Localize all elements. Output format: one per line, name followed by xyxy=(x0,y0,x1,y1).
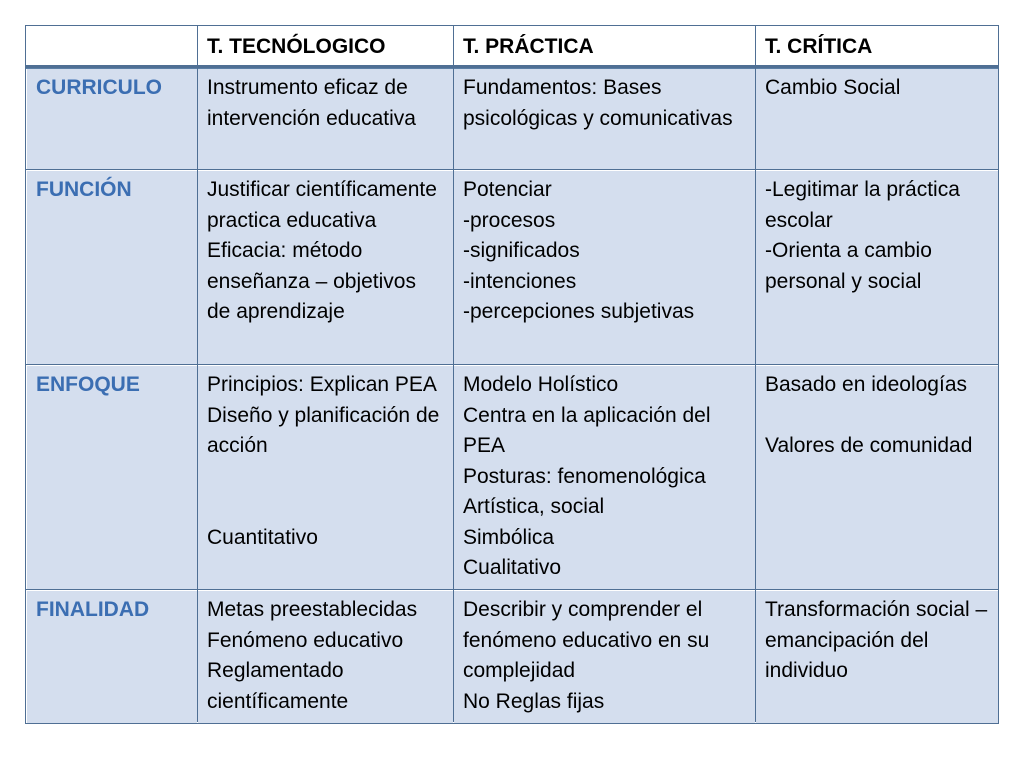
cell-finalidad-critica: Transformación social – emancipación del individuo xyxy=(756,591,999,724)
header-corner-cell xyxy=(27,27,198,68)
cell-finalidad-tecnologico: Metas preestablecidas Fenómeno educativo Reglamentado científicamente xyxy=(198,591,454,724)
cell-enfoque-tecnologico: Principios: Explican PEA Diseño y planificación de acción Cuantitativo xyxy=(198,366,454,591)
row-funcion xyxy=(27,171,999,366)
cell-enfoque-critica: Basado en ideologías Valores de comunidad xyxy=(756,366,999,591)
header-practica: T. PRÁCTICA xyxy=(454,27,756,68)
comparison-table xyxy=(26,26,999,724)
row-label-finalidad: FINALIDAD xyxy=(27,591,198,724)
header-tecnologico: T. TECNÓLOGICO xyxy=(198,27,454,68)
cell-funcion-practica: Potenciar -procesos -significados -intenciones -percepciones subjetivas xyxy=(454,171,756,366)
row-curriculo xyxy=(27,68,999,171)
cell-funcion-critica: -Legitimar la práctica escolar -Orienta a cambio personal y social xyxy=(756,171,999,366)
row-label-curriculo: CURRICULO xyxy=(27,68,198,171)
header-critica: T. CRÍTICA xyxy=(756,27,999,68)
cell-curriculo-tecnologico: Instrumento eficaz de intervención educativa xyxy=(198,68,454,171)
row-finalidad xyxy=(27,591,999,724)
row-label-enfoque: ENFOQUE xyxy=(27,366,198,591)
header-row xyxy=(27,27,999,68)
cell-funcion-tecnologico: Justificar científicamente practica educativa Eficacia: método enseñanza – objetivos de aprendizaje xyxy=(198,171,454,366)
cell-curriculo-critica: Cambio Social xyxy=(756,68,999,171)
cell-curriculo-practica: Fundamentos: Bases psicológicas y comunicativas xyxy=(454,68,756,171)
row-label-funcion: FUNCIÓN xyxy=(27,171,198,366)
cell-enfoque-practica: Modelo Holístico Centra en la aplicación del PEA Posturas: fenomenológica Artística, social Simbólica Cualitativo xyxy=(454,366,756,591)
cell-finalidad-practica: Describir y comprender el fenómeno educativo en su complejidad No Reglas fijas xyxy=(454,591,756,724)
row-enfoque xyxy=(27,366,999,591)
